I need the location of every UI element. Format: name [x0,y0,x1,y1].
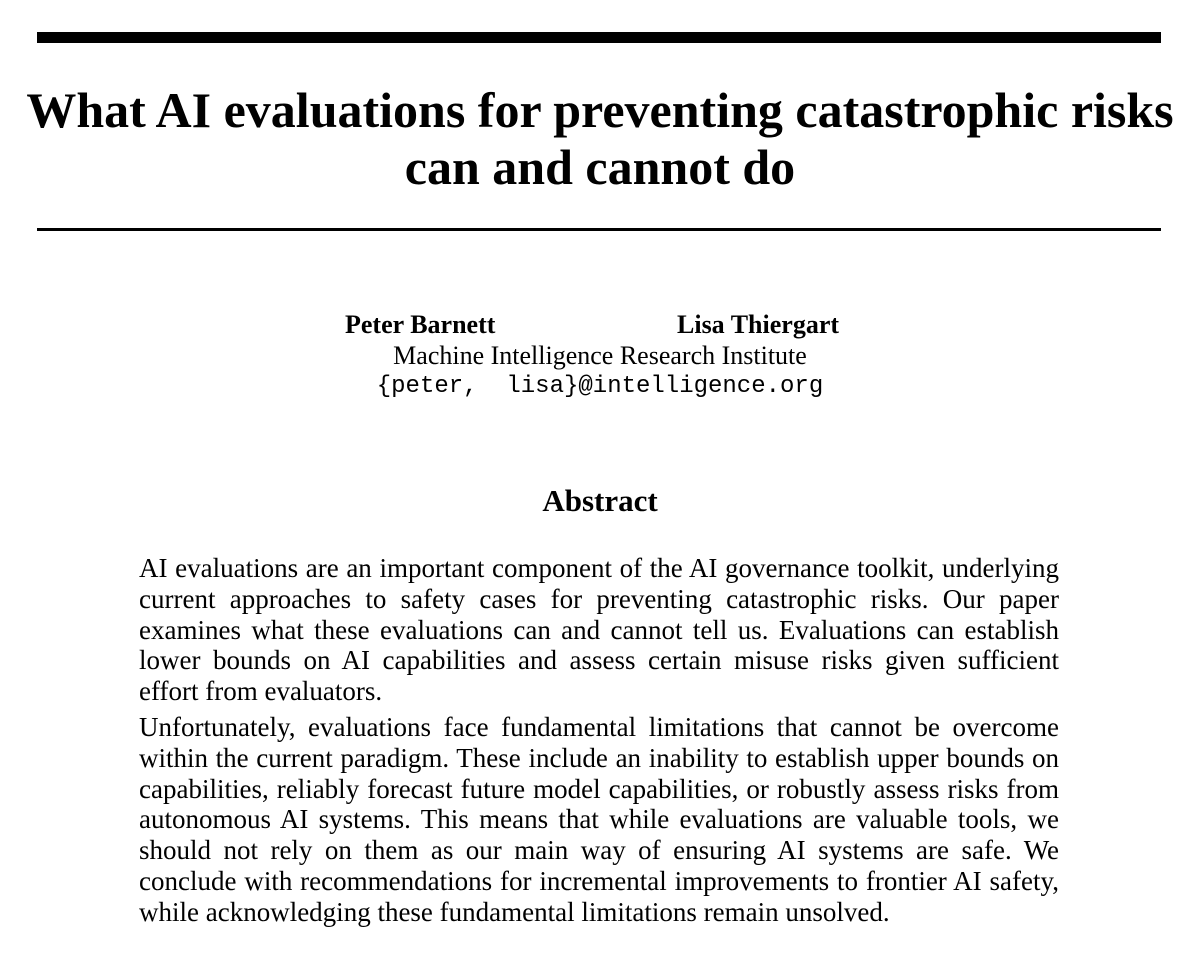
abstract-paragraph: AI evaluations are an important component of the AI governance toolkit, underlying current approaches to safety cases for preventing catastrophic risks. Our paper examines what these evaluations can and cannot tell us. Evaluations can establish lower bounds on AI capabilities and assess certain misuse risks given sufficient effort from evaluators. [139,553,1059,707]
author-name: Peter Barnett [345,310,496,339]
abstract-paragraph: Unfortunately, evaluations face fundamental limitations that cannot be overcome within the current paradigm. These include an inability to establish upper bounds on capabilities, reliably forecast future model capabilities, or robustly assess risks from autonomous AI systems. This means that while evaluations are valuable tools, we should not rely on them as our main way of ensuring AI systems are safe. We conclude with recommendations for incremental improvements to frontier AI safety, while acknowledging these fundamental limitations remain unsolved. [139,711,1059,927]
author-names [0,309,1200,340]
abstract-heading: Abstract [542,483,658,518]
title-bottom-rule [37,228,1161,231]
author-block [0,309,1200,402]
paper-title-line-1: What AI evaluations for preventing catastrophic risks [26,82,1174,138]
paper-title-line-2: can and cannot do [404,139,796,195]
author-email: {peter, lisa}@intelligence.org [376,373,824,400]
paper-title [0,82,1200,196]
title-top-rule [37,32,1161,43]
author-name: Lisa Thiergart [677,310,840,339]
author-affiliation: Machine Intelligence Research Institute [393,341,807,370]
abstract-body [139,553,1059,928]
